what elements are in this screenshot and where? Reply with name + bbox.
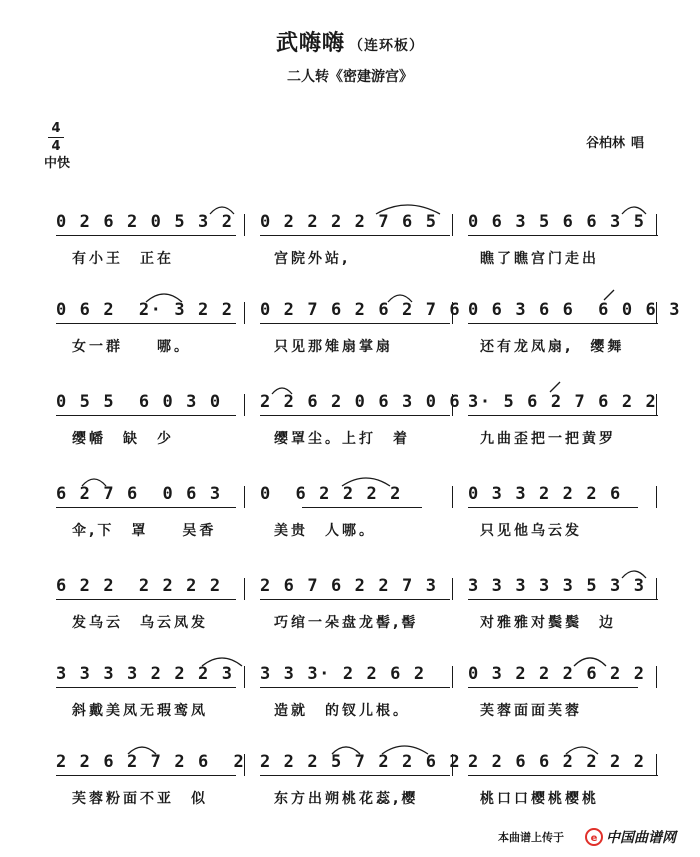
bar-line bbox=[244, 578, 245, 600]
measure-notes: 0 2 2 2 2 7 6 5 bbox=[260, 212, 438, 232]
lyric-line: 缨幡 缺 少 bbox=[72, 431, 174, 447]
beam-line bbox=[260, 235, 450, 236]
measure-notes: 2 6 7 6 2 2 7 3 bbox=[260, 576, 438, 596]
beam-line bbox=[56, 415, 236, 416]
beam-line bbox=[468, 507, 638, 508]
measure-notes: 0 6 3 6 6 6 0 6 3 bbox=[468, 300, 682, 320]
score-system-2 bbox=[42, 300, 682, 360]
measure-notes: 0 3 3 2 2 2 6 bbox=[468, 484, 622, 504]
bar-line bbox=[244, 214, 245, 236]
lyric-line: 九曲歪把一把黄罗 bbox=[480, 431, 616, 447]
time-signature-bottom: 4 bbox=[51, 139, 61, 154]
beam-line bbox=[260, 687, 450, 688]
lyric-line: 发乌云 乌云凤发 bbox=[72, 615, 208, 631]
bar-line bbox=[656, 486, 657, 508]
lyric-line: 还有龙凤扇, 缨舞 bbox=[480, 339, 625, 355]
beam-line bbox=[260, 599, 450, 600]
lyric-line: 巧绾一朵盘龙髻,髻 bbox=[274, 615, 419, 631]
score-subtitle: 二人转《密建游宫》 bbox=[287, 69, 413, 85]
time-signature-top: 4 bbox=[51, 121, 61, 136]
singer-label: 唱 bbox=[631, 136, 645, 151]
lyric-line: 桃口口樱桃樱桃 bbox=[480, 791, 599, 807]
beam-line bbox=[302, 507, 422, 508]
beam-line bbox=[468, 775, 658, 776]
time-signature-line bbox=[48, 137, 64, 138]
beam-line bbox=[56, 235, 236, 236]
measure-notes: 0 5 5 6 0 3 0 bbox=[56, 392, 222, 412]
lyric-line: 造就 的钗儿根。 bbox=[274, 703, 410, 719]
bar-line bbox=[244, 486, 245, 508]
beam-line bbox=[468, 599, 658, 600]
measure-notes: 6 2 2 2 2 2 2 bbox=[56, 576, 222, 596]
bar-line bbox=[244, 302, 245, 324]
bar-line bbox=[656, 578, 657, 600]
beam-line bbox=[56, 507, 236, 508]
tempo-marking: 中快 bbox=[44, 156, 71, 171]
score-system-5 bbox=[42, 576, 660, 636]
measure-notes: 0 6 3 5 6 6 3 5 bbox=[468, 212, 646, 232]
beam-line bbox=[468, 235, 658, 236]
beam-line bbox=[468, 687, 638, 688]
score-system-7 bbox=[42, 752, 660, 812]
measure-notes: 0 6 2 2 2 2 bbox=[260, 484, 403, 504]
lyric-line: 只见那雉扇掌扇 bbox=[274, 339, 393, 355]
lyric-line: 伞,下 罩 吴香 bbox=[72, 523, 217, 539]
lyric-line: 只见他乌云发 bbox=[480, 523, 582, 539]
measure-notes: 2 2 6 2 7 2 6 2 bbox=[56, 752, 246, 772]
lyric-line: 缨罩尘。上打 着 bbox=[274, 431, 410, 447]
score-system-1 bbox=[42, 212, 660, 272]
score-system-4 bbox=[42, 484, 660, 544]
time-signature bbox=[48, 121, 64, 154]
beam-line bbox=[56, 775, 236, 776]
lyric-line: 宫院外站, bbox=[274, 251, 351, 267]
site-logo[interactable] bbox=[584, 827, 692, 847]
beam-line bbox=[260, 415, 450, 416]
title-subtitle-tag: （连环板） bbox=[349, 38, 424, 54]
beam-line bbox=[260, 775, 450, 776]
bar-line bbox=[656, 214, 657, 236]
bar-line bbox=[452, 486, 453, 508]
lyric-line: 芙蓉面面芙蓉 bbox=[480, 703, 582, 719]
bar-line bbox=[452, 302, 453, 324]
bar-line bbox=[452, 754, 453, 776]
title-main: 武嗨嗨 bbox=[275, 31, 345, 56]
measure-notes: 0 2 6 2 0 5 3 2 bbox=[56, 212, 234, 232]
measure-notes: 2 2 6 2 0 6 3 0 6 bbox=[260, 392, 462, 412]
lyric-line: 瞧了瞧宫门走出 bbox=[480, 251, 599, 267]
bar-line bbox=[244, 394, 245, 416]
bar-line bbox=[656, 666, 657, 688]
score-system-3 bbox=[42, 392, 660, 452]
bar-line bbox=[656, 394, 657, 416]
measure-notes: 3· 5 6 2 7 6 2 2 bbox=[468, 392, 658, 412]
beam-line bbox=[260, 323, 450, 324]
lyric-line: 美贵 人哪。 bbox=[274, 523, 376, 539]
measure-notes: 0 2 7 6 2 6 2 7 6 bbox=[260, 300, 462, 320]
bar-line bbox=[656, 302, 657, 324]
upload-credit: 本曲谱上传于 bbox=[498, 831, 564, 844]
singer-credit bbox=[586, 132, 644, 151]
beam-line bbox=[56, 599, 236, 600]
lyric-line: 东方出朔桃花蕊,樱 bbox=[274, 791, 419, 807]
measure-notes: 3 3 3 3 3 5 3 3 bbox=[468, 576, 646, 596]
bar-line bbox=[244, 666, 245, 688]
lyric-line: 有小王 正在 bbox=[72, 251, 174, 267]
lyric-line: 对雅雅对鬓鬓 边 bbox=[480, 615, 616, 631]
lyric-line: 芙蓉粉面不亚 似 bbox=[72, 791, 208, 807]
bar-line bbox=[452, 394, 453, 416]
measure-notes: 3 3 3· 2 2 6 2 bbox=[260, 664, 426, 684]
page-title bbox=[0, 26, 700, 57]
score-system-6 bbox=[42, 664, 660, 724]
beam-line bbox=[468, 323, 658, 324]
beam-line bbox=[56, 323, 236, 324]
beam-line bbox=[468, 415, 658, 416]
measure-notes: 3 3 3 3 2 2 2 3 bbox=[56, 664, 234, 684]
svg-text:e: e bbox=[590, 833, 598, 844]
measure-notes: 2 2 2 5 7 2 2 6 2 bbox=[260, 752, 462, 772]
singer-name: 谷柏林 bbox=[586, 136, 626, 151]
bar-line bbox=[244, 754, 245, 776]
measure-notes: 0 6 2 2· 3 2 2 bbox=[56, 300, 234, 320]
bar-line bbox=[452, 214, 453, 236]
bar-line bbox=[452, 666, 453, 688]
measure-notes: 2 2 6 6 2 2 2 2 bbox=[468, 752, 646, 772]
bar-line bbox=[656, 754, 657, 776]
svg-text:中国曲谱网: 中国曲谱网 bbox=[606, 830, 676, 846]
beam-line bbox=[56, 687, 236, 688]
measure-notes: 6 2 7 6 0 6 3 bbox=[56, 484, 222, 504]
lyric-line: 女一群 哪。 bbox=[72, 339, 191, 355]
lyric-line: 斜戴美凤无瑕鸾凤 bbox=[72, 703, 208, 719]
bar-line bbox=[452, 578, 453, 600]
measure-notes: 0 3 2 2 2 6 2 2 bbox=[468, 664, 646, 684]
